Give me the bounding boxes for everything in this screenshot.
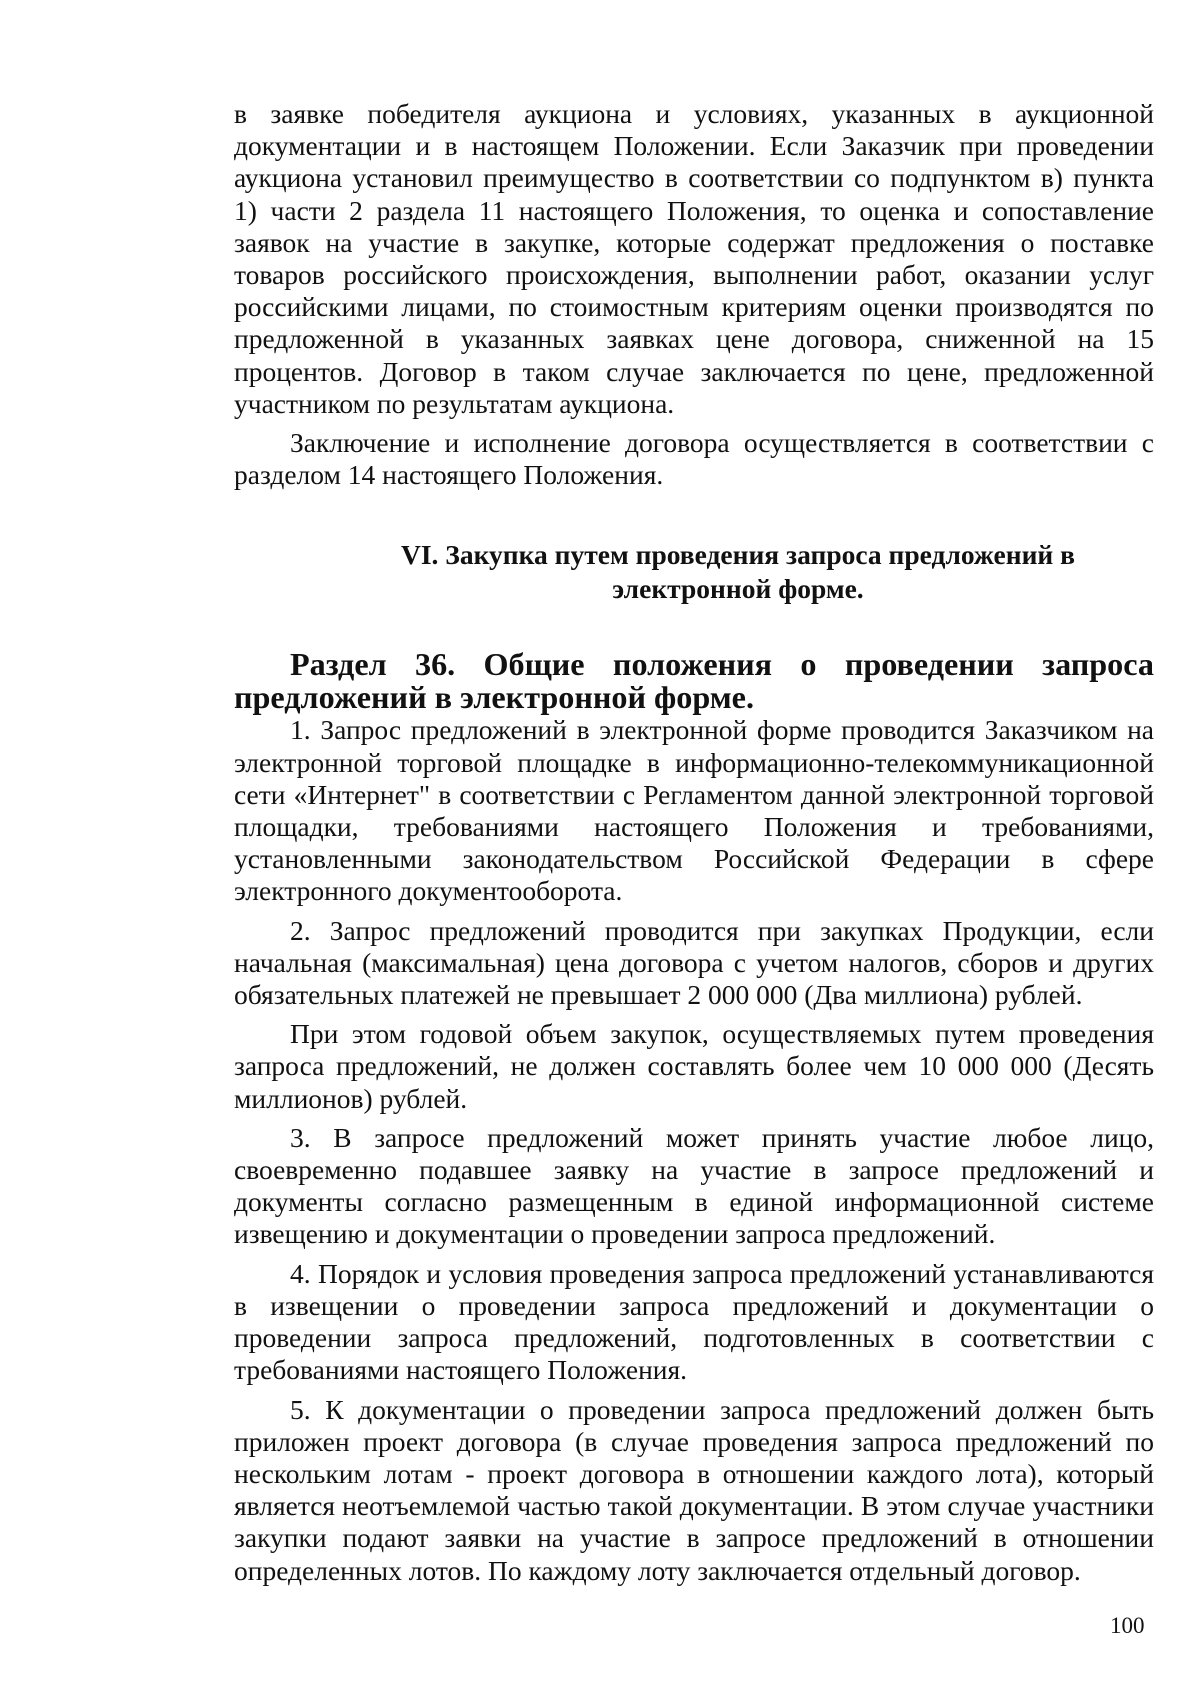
paragraph-item-5: 5. К документации о проведении запроса предложений должен быть приложен проект договора (в случае проведения запроса предложений по нескольким лотам - проект договора в отношении каждого лота), который является неотъемлемой частью такой документации. В этом случае участники закупки подают заявки на участие в запросе предложений в отношении определенных лотов. По каждому лоту заключается отдельный договор. (234, 1393, 1154, 1586)
chapter-title (234, 538, 1154, 606)
conclusion-paragraph: Заключение и исполнение договора осуществляется в соответствии с разделом 14 настоящего Положения. (234, 427, 1154, 491)
paragraph-item-2: 2. Запрос предложений проводится при закупках Продукции, если начальная (максимальная) цена договора с учетом налогов, сборов и других обязательных платежей не превышает 2 000 000 (Два миллиона) рублей. (234, 914, 1154, 1011)
paragraph-item-2-annual-volume: При этом годовой объем закупок, осуществляемых путем проведения запроса предложений, не должен составлять более чем 10 000 000 (Десять миллионов) рублей. (234, 1018, 1154, 1114)
chapter-title-line-2: электронной форме. (612, 573, 864, 605)
paragraph-item-1: 1. Запрос предложений в электронной форме проводится Заказчиком на электронной торговой площадке в информационно-телекоммуникационной сети «Интернет" в соответствии с Регламентом данной электронной торговой площадки, требованиями настоящего Положения и требованиями, установленными законодательством Российской Федерации в сфере электронного документооборота. (234, 714, 1154, 907)
section-title: Раздел 36. Общие положения о проведении запроса предложений в электронной форме. (234, 646, 1154, 716)
document-body (234, 98, 1154, 1587)
chapter-title-line-1: VI. Закупка путем проведения запроса предложений в (401, 539, 1075, 571)
paragraph-item-3: 3. В запросе предложений может принять участие любое лицо, своевременно подавшее заявку на участие в запросе предложений и документы согласно размещенным в единой информационной системе извещению и документации о проведении запроса предложений. (234, 1121, 1154, 1250)
paragraph-item-4: 4. Порядок и условия проведения запроса предложений устанавливаются в извещении о проведении запроса предложений и документации о проведении запроса предложений, подготовленных в соответствии с требованиями настоящего Положения. (234, 1257, 1154, 1386)
intro-paragraph: в заявке победителя аукциона и условиях, указанных в аукционной документации и в настоящем Положении. Если Заказчик при проведении аукциона установил преимущество в соответствии со подпунктом в) пункта 1) части 2 раздела 11 настоящего Положения, то оценка и сопоставление заявок на участие в закупке, которые содержат предложения о поставке товаров российского происхождения, выполнении работ, оказании услуг российскими лицами, по стоимостным критериям оценки производятся по предложенной в указанных заявках цене договора, сниженной на 15 процентов. Договор в таком случае заключается по цене, предложенной участником по результатам аукциона. (234, 98, 1154, 419)
page-number: 100 (1110, 1613, 1145, 1638)
